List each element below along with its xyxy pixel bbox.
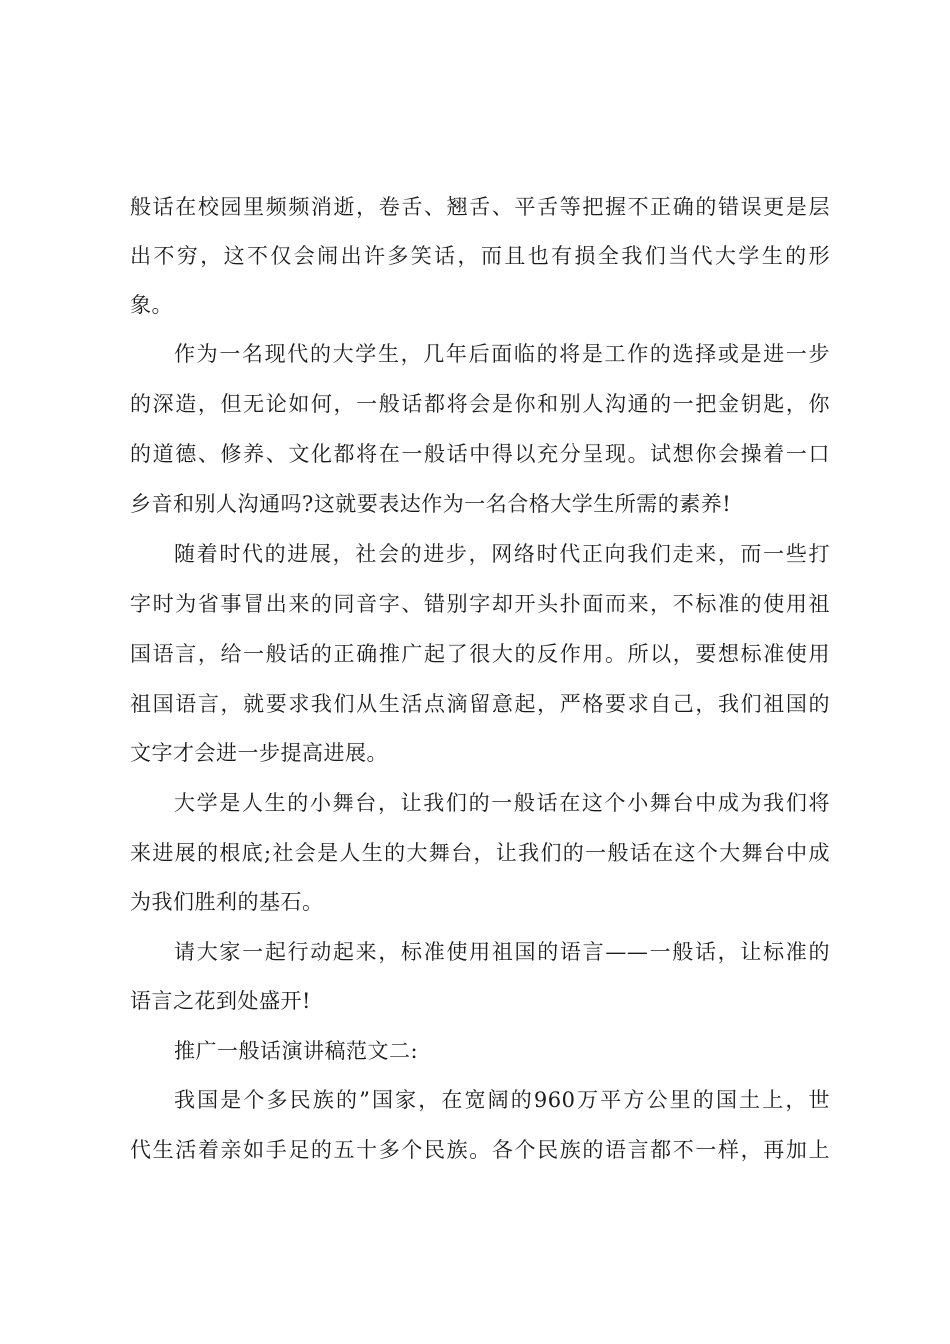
text-line: 为我们胜利的基石。 [130, 890, 324, 914]
text-line: 出不穷，这不仅会闹出许多笑话，而且也有损全我们当代大学生的形 [130, 244, 830, 268]
text-line: 的深造，但无论如何，一般话都将会是你和别人沟通的一把金钥匙，你 [130, 392, 830, 416]
text-line: 字时为省事冒出来的同音字、错别字却开头扑面而来，不标准的使用祖 [130, 592, 830, 616]
paragraph-first-line: 随着时代的进展，社会的进步，网络时代正向我们走来，而一些打 [174, 542, 830, 566]
text-line: 象。 [130, 293, 173, 317]
text-line: 文字才会进一步提高进展。 [130, 741, 388, 765]
text-line: 的道德、修养、文化都将在一般话中得以充分呈现。试想你会操着一口 [130, 442, 830, 466]
section-heading: 推广一般话演讲稿范文二: [174, 1039, 419, 1063]
paragraph-first-line: 大学是人生的小舞台，让我们的一般话在这个小舞台中成为我们将 [174, 791, 830, 815]
text-line: 代生活着亲如手足的五十多个民族。各个民族的语言都不一样，再加上 [130, 1138, 830, 1162]
text-line: 般话在校园里频频消逝，卷舌、翘舌、平舌等把握不正确的错误更是层 [130, 195, 830, 219]
paragraph-first-line: 我国是个多民族的”国家，在宽阔的960万平方公里的国土上，世 [174, 1088, 830, 1112]
paragraph-first-line: 请大家一起行动起来，标准使用祖国的语言——一般话，让标准的 [174, 940, 830, 964]
text-line: 来进展的根底;社会是人生的大舞台，让我们的一般话在这个大舞台中成 [130, 841, 830, 865]
text-line: 国语言，给一般话的正确推广起了很大的反作用。所以，要想标准使用 [130, 642, 830, 666]
paragraph-first-line: 作为一名现代的大学生，几年后面临的将是工作的选择或是进一步 [174, 342, 830, 366]
text-line: 乡音和别人沟通吗?这就要表达作为一名合格大学生所需的素养! [130, 492, 732, 516]
text-line: 语言之花到处盛开! [130, 989, 311, 1013]
text-line: 祖国语言，就要求我们从生活点滴留意起，严格要求自己，我们祖国的 [130, 692, 830, 716]
